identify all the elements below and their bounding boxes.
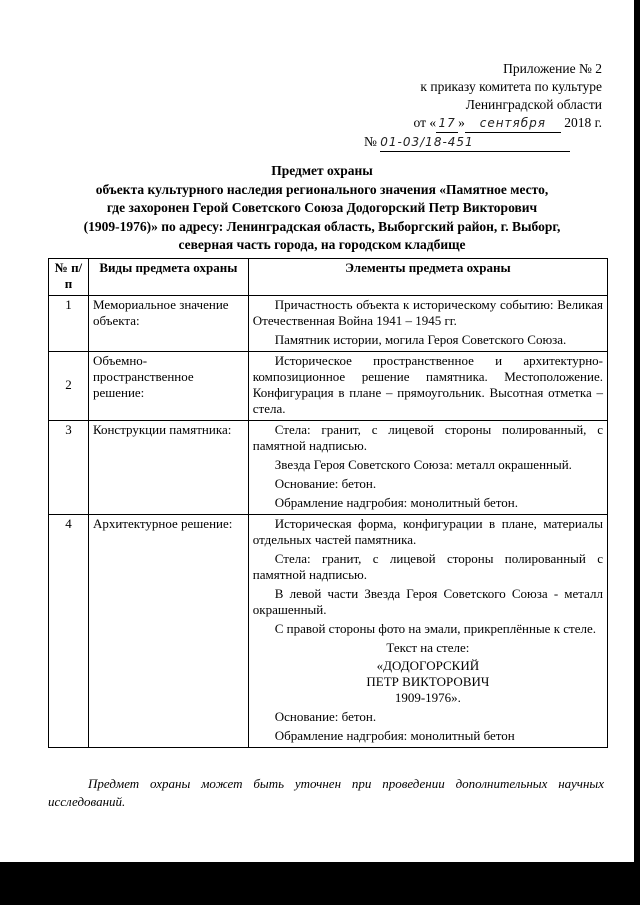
- table-row: [49, 421, 608, 515]
- table-header-row: [49, 259, 608, 296]
- appendix-title: Приложение № 2: [503, 61, 602, 76]
- appendix-header: [302, 60, 602, 152]
- appendix-region-line: Ленинградской области: [465, 97, 602, 112]
- table-row: [49, 296, 608, 352]
- row-number: 2: [49, 352, 89, 421]
- date-month-handwritten: сентября: [465, 114, 561, 133]
- row-number: 1: [49, 296, 89, 352]
- table-row: [49, 352, 608, 421]
- appendix-number-line: № 01-03/18-451: [302, 133, 602, 152]
- stele-inscription: «ДОДОГОРСКИЙ ПЕТР ВИКТОРОВИЧ 1909-1976».: [366, 658, 490, 705]
- document-title: Предмет охраны объекта культурного наследия регионального значения «Памятное место, где захоронен Герой Советского Союза Додогорский Петр Викторович (1909-1976)» по адресу: Ленинградская область, Выборгский район, г. Выборг, северная часть города, на городском кладбище: [83, 163, 561, 252]
- date-day-handwritten: 17: [436, 114, 458, 133]
- row-type: Архитектурное решение:: [88, 515, 248, 748]
- row-type: Мемориальное значение объекта:: [88, 296, 248, 352]
- scan-edge: [634, 0, 640, 862]
- header-num: № п/п: [49, 259, 89, 296]
- order-number-handwritten: 01-03/18-451: [380, 133, 570, 152]
- row-elements: Причастность объекта к историческому событию: Великая Отечественная Война 1941 – 1945 гг. Памятник истории, могила Героя Советского Союза.: [248, 296, 607, 352]
- appendix-order-line: к приказу комитета по культуре: [420, 79, 602, 94]
- footnote: Предмет охраны может быть уточнен при проведении дополнительных научных исследований.: [48, 776, 604, 809]
- scan-bottom-border: [0, 862, 640, 905]
- row-elements: Стела: гранит, с лицевой стороны полированный, с памятной надписью. Звезда Героя Советского Союза: металл окрашенный. Основание: бетон. Обрамление надгробия: монолитный бетон.: [248, 421, 607, 515]
- row-type: Конструкции памятника:: [88, 421, 248, 515]
- appendix-date-line: от « 17 » сентября 2018 г.: [302, 114, 602, 133]
- header-elements: Элементы предмета охраны: [248, 259, 607, 296]
- table-row: [49, 515, 608, 748]
- protection-table: [48, 258, 608, 748]
- row-number: 4: [49, 515, 89, 748]
- row-elements: Историческое пространственное и архитектурно-композиционное решение памятника. Местоположение. Конфигурация в плане – прямоугольник. Высотная отметка – стела.: [248, 352, 607, 421]
- row-type: Объемно-пространственное решение:: [88, 352, 248, 421]
- row-number: 3: [49, 421, 89, 515]
- header-type: Виды предмета охраны: [88, 259, 248, 296]
- inscription-intro: Текст на стеле:: [386, 640, 470, 655]
- row-elements: Историческая форма, конфигурации в плане, материалы отдельных частей памятника. Стела: гранит, с лицевой стороны полированный с памятной надписью. В левой части Звезда Героя Советского Союза - металл окрашенный. С правой стороны фото на эмали, прикреплённые к стеле. Текст на стеле: «ДОДОГОРСКИЙ ПЕТР ВИКТОРОВИЧ 1909-1976». Основание: бетон. Обрамление надгробия: монолитный бетон: [248, 515, 607, 748]
